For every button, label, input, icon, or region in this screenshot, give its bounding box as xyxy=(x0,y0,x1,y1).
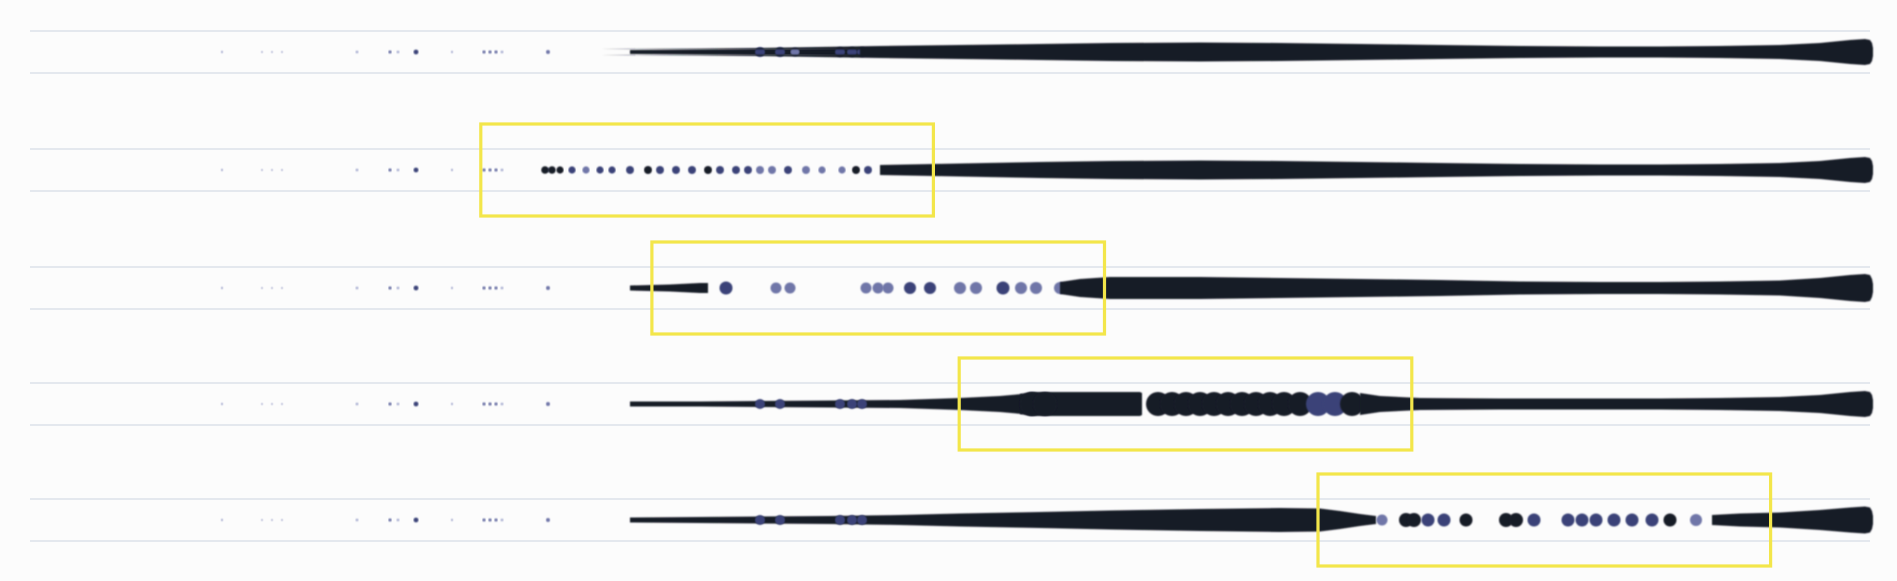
track-dot xyxy=(852,166,860,174)
track-row xyxy=(30,383,1873,425)
speck-dot xyxy=(356,403,359,406)
speck-dot xyxy=(388,402,391,405)
track-dot xyxy=(672,166,680,174)
speck-dot xyxy=(494,50,497,53)
track-dot xyxy=(656,166,664,174)
track-dot xyxy=(1509,513,1523,527)
track-dot xyxy=(704,166,712,174)
speck-dot xyxy=(261,287,263,289)
speck-dot xyxy=(271,519,273,521)
track-dot xyxy=(1626,514,1639,527)
speck-dot xyxy=(494,402,497,405)
track-dot xyxy=(1646,514,1659,527)
main-streak xyxy=(1060,274,1873,302)
speck-dot xyxy=(281,403,283,405)
track-dot xyxy=(1576,514,1589,527)
track-dot xyxy=(716,166,724,174)
track-dot xyxy=(756,166,764,174)
speck-dot xyxy=(356,519,359,522)
track-dot xyxy=(904,282,916,294)
speck-dot xyxy=(488,50,491,53)
lead-segment xyxy=(630,394,1022,414)
track-dot xyxy=(1015,282,1027,294)
track-dot xyxy=(1562,514,1575,527)
speck-dot xyxy=(414,286,419,291)
speck-dot xyxy=(271,287,273,289)
speck-dot xyxy=(281,519,283,521)
speck-dot xyxy=(451,519,453,521)
track-dot xyxy=(838,166,845,173)
speck-dot xyxy=(221,287,223,289)
blob-dot xyxy=(857,399,867,409)
track-dot xyxy=(1608,514,1621,527)
speck-dot xyxy=(414,168,419,173)
speck-dot xyxy=(261,51,263,53)
speck-dot xyxy=(501,403,504,406)
track-dot xyxy=(744,166,752,174)
speck-dot xyxy=(261,403,263,405)
track-dot xyxy=(768,166,776,174)
speck-dot xyxy=(397,51,400,54)
track-dot xyxy=(644,166,652,174)
track-dot xyxy=(1690,514,1702,526)
main-streak xyxy=(880,157,1873,183)
speck-dot xyxy=(482,168,485,171)
blob-dot xyxy=(847,399,857,409)
speck-dot xyxy=(546,50,550,54)
track-dot xyxy=(1377,515,1388,526)
track-dot xyxy=(954,282,966,294)
track-dot xyxy=(1407,513,1421,527)
track-dot xyxy=(1422,514,1435,527)
speck-dot xyxy=(414,50,419,55)
track-dot xyxy=(608,166,615,173)
blob-dot xyxy=(775,399,785,409)
speck-dot xyxy=(397,403,400,406)
track-dot xyxy=(1590,514,1603,527)
speck-dot xyxy=(221,519,223,521)
track-dot xyxy=(861,283,872,294)
speck-dot xyxy=(271,51,273,53)
track-dot xyxy=(970,282,982,294)
speck-dot xyxy=(388,518,391,521)
track-dot xyxy=(596,166,603,173)
speck-dot xyxy=(261,169,263,171)
speck-dot xyxy=(482,402,485,405)
track-dot xyxy=(541,166,549,174)
track-row xyxy=(30,499,1873,541)
speck-dot xyxy=(414,518,419,523)
blob-dot xyxy=(847,515,857,525)
speck-dot xyxy=(221,403,223,405)
track-dot xyxy=(688,166,696,174)
speck-dot xyxy=(546,286,550,290)
speck-dot xyxy=(488,286,491,289)
speck-dot xyxy=(488,168,491,171)
blob-dot xyxy=(835,515,845,525)
speck-dot xyxy=(271,169,273,171)
speck-dot xyxy=(482,518,485,521)
track-dot xyxy=(883,283,894,294)
speck-dot xyxy=(271,403,273,405)
track-dot xyxy=(1528,514,1541,527)
main-streak xyxy=(1712,507,1873,534)
speck-dot xyxy=(221,169,223,171)
track-dot xyxy=(785,283,796,294)
blob-dot xyxy=(755,515,765,525)
speck-dot xyxy=(494,286,497,289)
track-row xyxy=(30,149,1873,191)
speck-dot xyxy=(546,402,550,406)
track-dot xyxy=(720,282,733,295)
blob-dot xyxy=(775,515,785,525)
speck-dot xyxy=(451,51,453,53)
speck-dot xyxy=(281,287,283,289)
track-dot xyxy=(732,166,740,174)
clump-dot xyxy=(1033,392,1057,416)
speck-dot xyxy=(501,169,504,172)
speck-dot xyxy=(261,519,263,521)
track-dot xyxy=(548,166,556,174)
speck-dot xyxy=(451,403,453,405)
lead-segment xyxy=(630,508,1376,532)
speck-dot xyxy=(397,519,400,522)
lead-segment xyxy=(630,283,708,293)
track-dot xyxy=(997,282,1010,295)
speck-dot xyxy=(494,518,497,521)
speck-dot xyxy=(488,402,491,405)
blob-dot xyxy=(755,399,765,409)
main-streak xyxy=(1360,391,1873,417)
speck-dot xyxy=(501,51,504,54)
track-dot xyxy=(582,166,589,173)
track-dot xyxy=(626,166,634,174)
track-dot xyxy=(818,166,825,173)
blob-dot xyxy=(835,399,845,409)
track-dot xyxy=(864,166,872,174)
speck-dot xyxy=(482,286,485,289)
track-dot xyxy=(784,166,792,174)
speck-dot xyxy=(388,286,391,289)
speck-dot xyxy=(414,402,419,407)
track-dot xyxy=(771,283,782,294)
track-row xyxy=(30,267,1873,309)
speck-dot xyxy=(451,169,453,171)
speck-dot xyxy=(501,287,504,290)
speck-dot xyxy=(356,169,359,172)
track-row xyxy=(30,31,1873,73)
speck-dot xyxy=(281,169,283,171)
track-dot xyxy=(1438,514,1451,527)
speck-dot xyxy=(356,287,359,290)
speck-dot xyxy=(451,287,453,289)
speck-dot xyxy=(221,51,223,53)
blob-dot xyxy=(857,515,867,525)
speck-dot xyxy=(388,50,391,53)
speck-dot xyxy=(546,518,550,522)
speck-dot xyxy=(356,51,359,54)
track-dot xyxy=(1664,514,1677,527)
track-dot xyxy=(556,166,563,173)
track-dot xyxy=(873,283,884,294)
speck-dot xyxy=(397,287,400,290)
track-dot xyxy=(802,166,810,174)
track-dot xyxy=(1460,514,1473,527)
speck-dot xyxy=(388,168,391,171)
speck-dot xyxy=(494,168,497,171)
speck-dot xyxy=(482,50,485,53)
speck-dot xyxy=(501,519,504,522)
track-dot xyxy=(924,282,936,294)
speck-dot xyxy=(488,518,491,521)
speck-dot xyxy=(397,169,400,172)
speck-dot xyxy=(281,51,283,53)
track-dot xyxy=(1030,282,1042,294)
track-dot xyxy=(568,166,575,173)
